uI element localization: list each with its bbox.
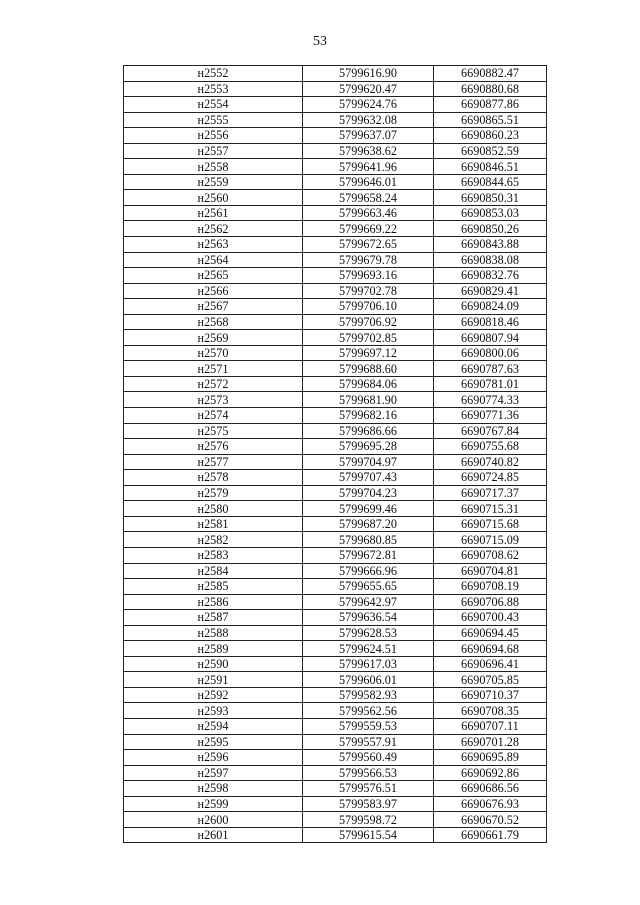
y-coordinate-cell: 6690755.68 xyxy=(434,439,547,455)
y-coordinate-cell: 6690706.88 xyxy=(434,594,547,610)
y-coordinate-cell: 6690708.62 xyxy=(434,547,547,563)
point-id-cell: н2595 xyxy=(124,734,303,750)
y-coordinate-cell: 6690695.89 xyxy=(434,750,547,766)
point-id-cell: н2572 xyxy=(124,376,303,392)
point-id-cell: н2590 xyxy=(124,656,303,672)
x-coordinate-cell: 5799638.62 xyxy=(303,143,434,159)
x-coordinate-cell: 5799620.47 xyxy=(303,81,434,97)
x-coordinate-cell: 5799628.53 xyxy=(303,625,434,641)
y-coordinate-cell: 6690818.46 xyxy=(434,314,547,330)
point-id-cell: н2581 xyxy=(124,516,303,532)
x-coordinate-cell: 5799686.66 xyxy=(303,423,434,439)
table-row xyxy=(124,501,547,517)
x-coordinate-cell: 5799687.20 xyxy=(303,516,434,532)
x-coordinate-cell: 5799702.78 xyxy=(303,283,434,299)
table-row xyxy=(124,159,547,175)
x-coordinate-cell: 5799582.93 xyxy=(303,687,434,703)
y-coordinate-cell: 6690807.94 xyxy=(434,330,547,346)
x-coordinate-cell: 5799616.90 xyxy=(303,66,434,82)
table-row xyxy=(124,641,547,657)
y-coordinate-cell: 6690715.68 xyxy=(434,516,547,532)
point-id-cell: н2565 xyxy=(124,268,303,284)
table-row xyxy=(124,112,547,128)
table-row xyxy=(124,252,547,268)
table-row xyxy=(124,796,547,812)
y-coordinate-cell: 6690676.93 xyxy=(434,796,547,812)
x-coordinate-cell: 5799699.46 xyxy=(303,501,434,517)
table-row xyxy=(124,423,547,439)
point-id-cell: н2558 xyxy=(124,159,303,175)
table-row xyxy=(124,672,547,688)
table-row xyxy=(124,563,547,579)
point-id-cell: н2586 xyxy=(124,594,303,610)
x-coordinate-cell: 5799557.91 xyxy=(303,734,434,750)
x-coordinate-cell: 5799641.96 xyxy=(303,159,434,175)
point-id-cell: н2552 xyxy=(124,66,303,82)
y-coordinate-cell: 6690686.56 xyxy=(434,781,547,797)
table-row xyxy=(124,190,547,206)
y-coordinate-cell: 6690708.35 xyxy=(434,703,547,719)
table-row xyxy=(124,750,547,766)
table-row xyxy=(124,532,547,548)
x-coordinate-cell: 5799636.54 xyxy=(303,610,434,626)
table-row xyxy=(124,345,547,361)
table-row xyxy=(124,268,547,284)
y-coordinate-cell: 6690844.65 xyxy=(434,174,547,190)
y-coordinate-cell: 6690843.88 xyxy=(434,237,547,253)
y-coordinate-cell: 6690767.84 xyxy=(434,423,547,439)
point-id-cell: н2582 xyxy=(124,532,303,548)
table-row xyxy=(124,703,547,719)
point-id-cell: н2574 xyxy=(124,408,303,424)
table-row xyxy=(124,656,547,672)
y-coordinate-cell: 6690694.45 xyxy=(434,625,547,641)
point-id-cell: н2576 xyxy=(124,439,303,455)
point-id-cell: н2556 xyxy=(124,128,303,144)
point-id-cell: н2575 xyxy=(124,423,303,439)
table-row xyxy=(124,376,547,392)
x-coordinate-cell: 5799658.24 xyxy=(303,190,434,206)
x-coordinate-cell: 5799704.23 xyxy=(303,485,434,501)
y-coordinate-cell: 6690715.09 xyxy=(434,532,547,548)
point-id-cell: н2553 xyxy=(124,81,303,97)
y-coordinate-cell: 6690704.81 xyxy=(434,563,547,579)
y-coordinate-cell: 6690715.31 xyxy=(434,501,547,517)
x-coordinate-cell: 5799615.54 xyxy=(303,827,434,843)
point-id-cell: н2578 xyxy=(124,470,303,486)
y-coordinate-cell: 6690661.79 xyxy=(434,827,547,843)
x-coordinate-cell: 5799707.43 xyxy=(303,470,434,486)
y-coordinate-cell: 6690824.09 xyxy=(434,299,547,315)
table-row xyxy=(124,408,547,424)
x-coordinate-cell: 5799606.01 xyxy=(303,672,434,688)
y-coordinate-cell: 6690694.68 xyxy=(434,641,547,657)
coordinates-table xyxy=(123,65,547,843)
point-id-cell: н2567 xyxy=(124,299,303,315)
table-row xyxy=(124,485,547,501)
point-id-cell: н2585 xyxy=(124,579,303,595)
x-coordinate-cell: 5799697.12 xyxy=(303,345,434,361)
table-row xyxy=(124,547,547,563)
point-id-cell: н2563 xyxy=(124,237,303,253)
y-coordinate-cell: 6690771.36 xyxy=(434,408,547,424)
table-row xyxy=(124,610,547,626)
coordinates-table-body xyxy=(124,66,547,843)
y-coordinate-cell: 6690692.86 xyxy=(434,765,547,781)
table-row xyxy=(124,392,547,408)
y-coordinate-cell: 6690800.06 xyxy=(434,345,547,361)
table-row xyxy=(124,205,547,221)
point-id-cell: н2599 xyxy=(124,796,303,812)
table-row xyxy=(124,454,547,470)
point-id-cell: н2588 xyxy=(124,625,303,641)
table-row xyxy=(124,625,547,641)
y-coordinate-cell: 6690705.85 xyxy=(434,672,547,688)
point-id-cell: н2591 xyxy=(124,672,303,688)
point-id-cell: н2566 xyxy=(124,283,303,299)
table-row xyxy=(124,237,547,253)
x-coordinate-cell: 5799688.60 xyxy=(303,361,434,377)
table-row xyxy=(124,765,547,781)
table-row xyxy=(124,734,547,750)
point-id-cell: н2555 xyxy=(124,112,303,128)
y-coordinate-cell: 6690829.41 xyxy=(434,283,547,299)
table-row xyxy=(124,314,547,330)
x-coordinate-cell: 5799559.53 xyxy=(303,718,434,734)
y-coordinate-cell: 6690707.11 xyxy=(434,718,547,734)
y-coordinate-cell: 6690787.63 xyxy=(434,361,547,377)
y-coordinate-cell: 6690670.52 xyxy=(434,812,547,828)
point-id-cell: н2560 xyxy=(124,190,303,206)
point-id-cell: н2569 xyxy=(124,330,303,346)
x-coordinate-cell: 5799669.22 xyxy=(303,221,434,237)
y-coordinate-cell: 6690880.68 xyxy=(434,81,547,97)
point-id-cell: н2577 xyxy=(124,454,303,470)
point-id-cell: н2598 xyxy=(124,781,303,797)
x-coordinate-cell: 5799632.08 xyxy=(303,112,434,128)
point-id-cell: н2600 xyxy=(124,812,303,828)
x-coordinate-cell: 5799560.49 xyxy=(303,750,434,766)
y-coordinate-cell: 6690781.01 xyxy=(434,376,547,392)
x-coordinate-cell: 5799617.03 xyxy=(303,656,434,672)
x-coordinate-cell: 5799666.96 xyxy=(303,563,434,579)
y-coordinate-cell: 6690882.47 xyxy=(434,66,547,82)
y-coordinate-cell: 6690708.19 xyxy=(434,579,547,595)
table-row xyxy=(124,174,547,190)
table-row xyxy=(124,718,547,734)
table-row xyxy=(124,812,547,828)
point-id-cell: н2597 xyxy=(124,765,303,781)
x-coordinate-cell: 5799672.65 xyxy=(303,237,434,253)
table-row xyxy=(124,143,547,159)
table-row xyxy=(124,516,547,532)
y-coordinate-cell: 6690850.31 xyxy=(434,190,547,206)
y-coordinate-cell: 6690717.37 xyxy=(434,485,547,501)
x-coordinate-cell: 5799702.85 xyxy=(303,330,434,346)
y-coordinate-cell: 6690860.23 xyxy=(434,128,547,144)
table-row xyxy=(124,221,547,237)
point-id-cell: н2593 xyxy=(124,703,303,719)
point-id-cell: н2594 xyxy=(124,718,303,734)
point-id-cell: н2589 xyxy=(124,641,303,657)
x-coordinate-cell: 5799624.51 xyxy=(303,641,434,657)
point-id-cell: н2554 xyxy=(124,97,303,113)
point-id-cell: н2562 xyxy=(124,221,303,237)
y-coordinate-cell: 6690850.26 xyxy=(434,221,547,237)
point-id-cell: н2570 xyxy=(124,345,303,361)
x-coordinate-cell: 5799642.97 xyxy=(303,594,434,610)
x-coordinate-cell: 5799646.01 xyxy=(303,174,434,190)
y-coordinate-cell: 6690838.08 xyxy=(434,252,547,268)
point-id-cell: н2573 xyxy=(124,392,303,408)
y-coordinate-cell: 6690701.28 xyxy=(434,734,547,750)
x-coordinate-cell: 5799637.07 xyxy=(303,128,434,144)
y-coordinate-cell: 6690724.85 xyxy=(434,470,547,486)
y-coordinate-cell: 6690865.51 xyxy=(434,112,547,128)
table-row xyxy=(124,81,547,97)
table-row xyxy=(124,439,547,455)
x-coordinate-cell: 5799679.78 xyxy=(303,252,434,268)
table-row xyxy=(124,97,547,113)
point-id-cell: н2559 xyxy=(124,174,303,190)
point-id-cell: н2583 xyxy=(124,547,303,563)
point-id-cell: н2601 xyxy=(124,827,303,843)
x-coordinate-cell: 5799583.97 xyxy=(303,796,434,812)
x-coordinate-cell: 5799655.65 xyxy=(303,579,434,595)
table-row xyxy=(124,470,547,486)
table-row xyxy=(124,128,547,144)
x-coordinate-cell: 5799562.56 xyxy=(303,703,434,719)
y-coordinate-cell: 6690852.59 xyxy=(434,143,547,159)
x-coordinate-cell: 5799681.90 xyxy=(303,392,434,408)
x-coordinate-cell: 5799693.16 xyxy=(303,268,434,284)
x-coordinate-cell: 5799684.06 xyxy=(303,376,434,392)
x-coordinate-cell: 5799682.16 xyxy=(303,408,434,424)
point-id-cell: н2561 xyxy=(124,205,303,221)
table-row xyxy=(124,781,547,797)
table-row xyxy=(124,361,547,377)
y-coordinate-cell: 6690774.33 xyxy=(434,392,547,408)
point-id-cell: н2584 xyxy=(124,563,303,579)
y-coordinate-cell: 6690846.51 xyxy=(434,159,547,175)
x-coordinate-cell: 5799695.28 xyxy=(303,439,434,455)
table-row xyxy=(124,687,547,703)
y-coordinate-cell: 6690853.03 xyxy=(434,205,547,221)
point-id-cell: н2564 xyxy=(124,252,303,268)
y-coordinate-cell: 6690710.37 xyxy=(434,687,547,703)
y-coordinate-cell: 6690696.41 xyxy=(434,656,547,672)
point-id-cell: н2587 xyxy=(124,610,303,626)
table-row xyxy=(124,66,547,82)
x-coordinate-cell: 5799672.81 xyxy=(303,547,434,563)
y-coordinate-cell: 6690877.86 xyxy=(434,97,547,113)
y-coordinate-cell: 6690740.82 xyxy=(434,454,547,470)
point-id-cell: н2579 xyxy=(124,485,303,501)
x-coordinate-cell: 5799663.46 xyxy=(303,205,434,221)
x-coordinate-cell: 5799566.53 xyxy=(303,765,434,781)
x-coordinate-cell: 5799704.97 xyxy=(303,454,434,470)
table-row xyxy=(124,827,547,843)
table-row xyxy=(124,283,547,299)
point-id-cell: н2592 xyxy=(124,687,303,703)
table-row xyxy=(124,330,547,346)
x-coordinate-cell: 5799706.10 xyxy=(303,299,434,315)
table-row xyxy=(124,299,547,315)
point-id-cell: н2580 xyxy=(124,501,303,517)
y-coordinate-cell: 6690832.76 xyxy=(434,268,547,284)
x-coordinate-cell: 5799706.92 xyxy=(303,314,434,330)
page-number: 53 xyxy=(313,34,327,49)
x-coordinate-cell: 5799598.72 xyxy=(303,812,434,828)
point-id-cell: н2571 xyxy=(124,361,303,377)
point-id-cell: н2596 xyxy=(124,750,303,766)
point-id-cell: н2568 xyxy=(124,314,303,330)
point-id-cell: н2557 xyxy=(124,143,303,159)
table-row xyxy=(124,594,547,610)
x-coordinate-cell: 5799576.51 xyxy=(303,781,434,797)
x-coordinate-cell: 5799624.76 xyxy=(303,97,434,113)
x-coordinate-cell: 5799680.85 xyxy=(303,532,434,548)
y-coordinate-cell: 6690700.43 xyxy=(434,610,547,626)
table-row xyxy=(124,579,547,595)
